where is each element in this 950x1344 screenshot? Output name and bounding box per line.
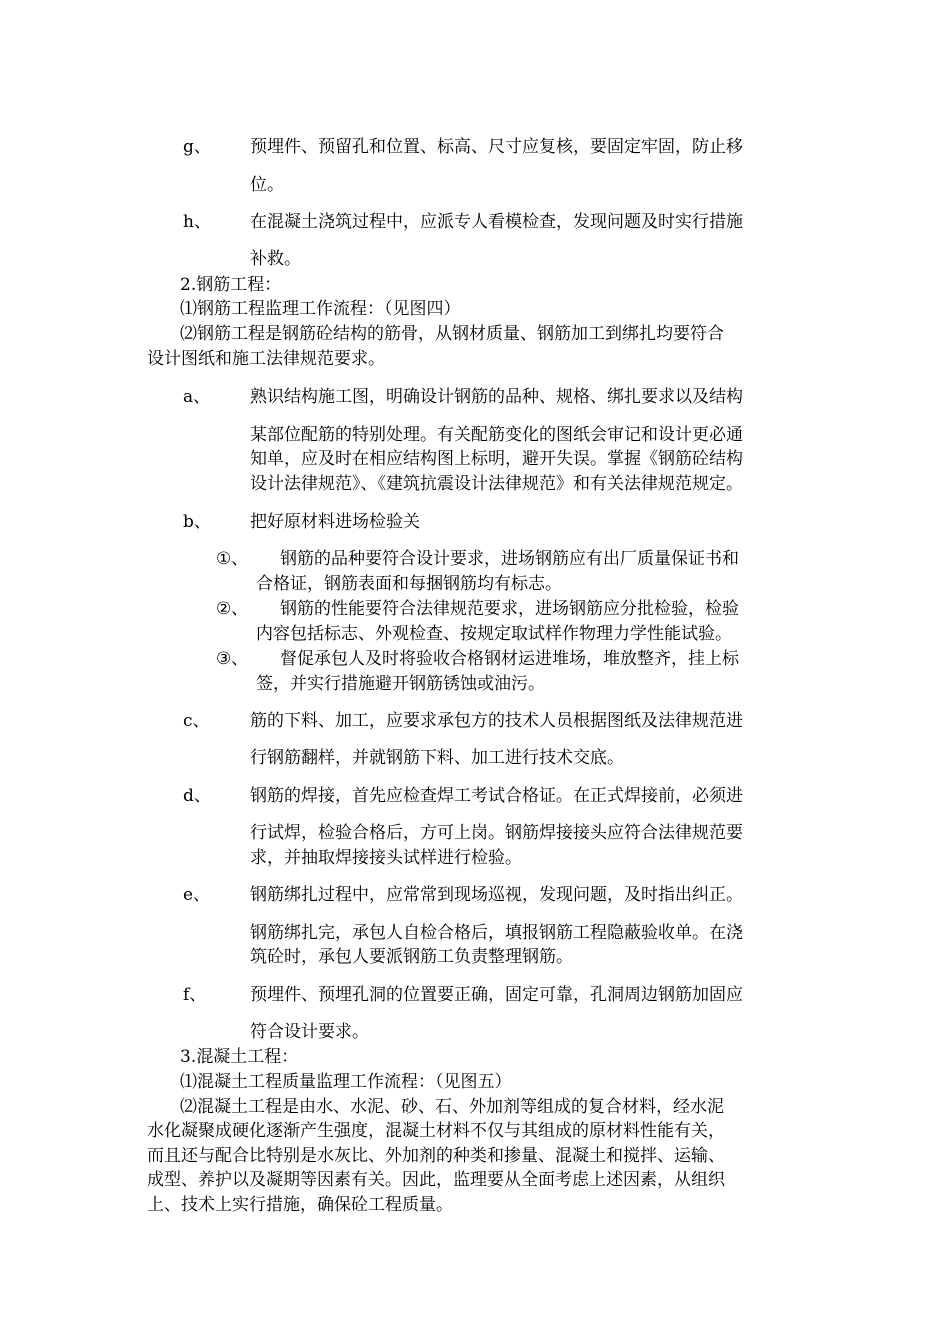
section-2-paragraph-2-line-2: 设计图纸和施工法律规范要求。 xyxy=(147,349,385,369)
item-e-line-1: 钢筋绑扎过程中，应常常到现场巡视，发现问题，及时指出纠正。 xyxy=(250,885,743,905)
item-e-line-2: 钢筋绑扎完，承包人自检合格后，填报钢筋工程隐蔽验收单。在浇 xyxy=(250,923,743,943)
section-2-paragraph-1: ⑴钢筋工程监理工作流程：（见图四） xyxy=(180,299,461,319)
section-2-paragraph-2-line-1: ⑵钢筋工程是钢筋砼结构的筋骨，从钢材质量、钢筋加工到绑扎均要符合 xyxy=(180,324,724,344)
section-3-paragraph-2-line-3: 而且还与配合比特别是水灰比、外加剂的种类和掺量、混凝土和搅拌、运输、 xyxy=(147,1146,725,1166)
item-a-line-4: 设计法律规范》、《建筑抗震设计法律规范》和有关法律规范规定。 xyxy=(250,474,743,494)
item-d-line-1: 钢筋的焊接，首先应检查焊工考试合格证。在正式焊接前，必须进 xyxy=(250,786,743,806)
item-a-line-1: 熟识结构施工图，明确设计钢筋的品种、规格、绑扎要求以及结构 xyxy=(250,387,743,407)
subitem-2-line-1: 钢筋的性能要符合法律规范要求，进场钢筋应分批检验，检验 xyxy=(280,599,739,619)
item-d-line-3: 求，并抽取焊接接头试样进行检验。 xyxy=(250,848,522,868)
section-3-paragraph-1: ⑴混凝土工程质量监理工作流程：（见图五） xyxy=(180,1072,512,1092)
item-a-line-3: 知单，应及时在相应结构图上标明，避开失误。掌握《钢筋砼结构 xyxy=(250,449,743,469)
subitem-1-line-2: 合格证，钢筋表面和每捆钢筋均有标志。 xyxy=(256,574,562,594)
subitem-label-3: ③、 xyxy=(216,649,249,669)
item-f-line-2: 符合设计要求。 xyxy=(250,1022,369,1042)
item-c-line-1: 筋的下料、加工，应要求承包方的技术人员根据图纸及法律规范进 xyxy=(250,711,743,731)
section-3-title: 3.混凝土工程： xyxy=(180,1047,299,1067)
section-3-paragraph-2-line-1: ⑵混凝土工程是由水、水泥、砂、石、外加剂等组成的复合材料，经水泥 xyxy=(180,1097,724,1117)
item-b-line-1: 把好原材料进场检验关 xyxy=(250,512,420,532)
item-label-b: b、 xyxy=(183,512,211,532)
item-f-line-1: 预埋件、预埋孔洞的位置要正确，固定可靠，孔洞周边钢筋加固应 xyxy=(250,985,743,1005)
item-label-h: h、 xyxy=(183,212,211,232)
item-g-line-1: 预埋件、预留孔和位置、标高、尺寸应复核，要固定牢固，防止移 xyxy=(250,137,743,157)
item-label-f: f、 xyxy=(183,985,207,1005)
item-label-e: e、 xyxy=(183,885,211,905)
item-a-line-2: 某部位配筋的特别处理。有关配筋变化的图纸会审记和设计更必通 xyxy=(250,425,743,445)
item-e-line-3: 筑砼时，承包人要派钢筋工负责整理钢筋。 xyxy=(250,947,573,967)
item-label-c: c、 xyxy=(183,711,210,731)
section-3-paragraph-2-line-2: 水化凝聚成硬化逐渐产生强度，混凝土材料不仅与其组成的原材料性能有关， xyxy=(147,1121,725,1141)
subitem-3-line-1: 督促承包人及时将验收合格钢材运进堆场，堆放整齐，挂上标 xyxy=(280,649,739,669)
subitem-label-2: ②、 xyxy=(216,599,249,619)
item-label-g: g、 xyxy=(183,137,211,157)
section-3-paragraph-2-line-4: 成型、养护以及凝期等因素有关。因此，监理要从全面考虑上述因素，从组织 xyxy=(147,1170,725,1190)
item-d-line-2: 行试焊，检验合格后，方可上岗。钢筋焊接接头应符合法律规范要 xyxy=(250,823,743,843)
item-h-line-1: 在混凝土浇筑过程中，应派专人看模检查，发现问题及时实行措施 xyxy=(250,212,743,232)
item-label-a: a、 xyxy=(183,387,211,407)
section-2-title: 2.钢筋工程： xyxy=(180,275,282,295)
item-h-line-2: 补救。 xyxy=(250,249,301,269)
subitem-3-line-2: 签，并实行措施避开钢筋锈蚀或油污。 xyxy=(256,674,545,694)
item-label-d: d、 xyxy=(183,786,211,806)
section-3-paragraph-2-line-5: 上、技术上实行措施，确保砼工程质量。 xyxy=(147,1195,453,1215)
item-g-line-2: 位。 xyxy=(250,175,284,195)
item-c-line-2: 行钢筋翻样，并就钢筋下料、加工进行技术交底。 xyxy=(250,748,624,768)
subitem-2-line-2: 内容包括标志、外观检查、按规定取试样作物理力学性能试验。 xyxy=(256,624,732,644)
subitem-label-1: ①、 xyxy=(216,549,249,569)
subitem-1-line-1: 钢筋的品种要符合设计要求，进场钢筋应有出厂质量保证书和 xyxy=(280,549,739,569)
